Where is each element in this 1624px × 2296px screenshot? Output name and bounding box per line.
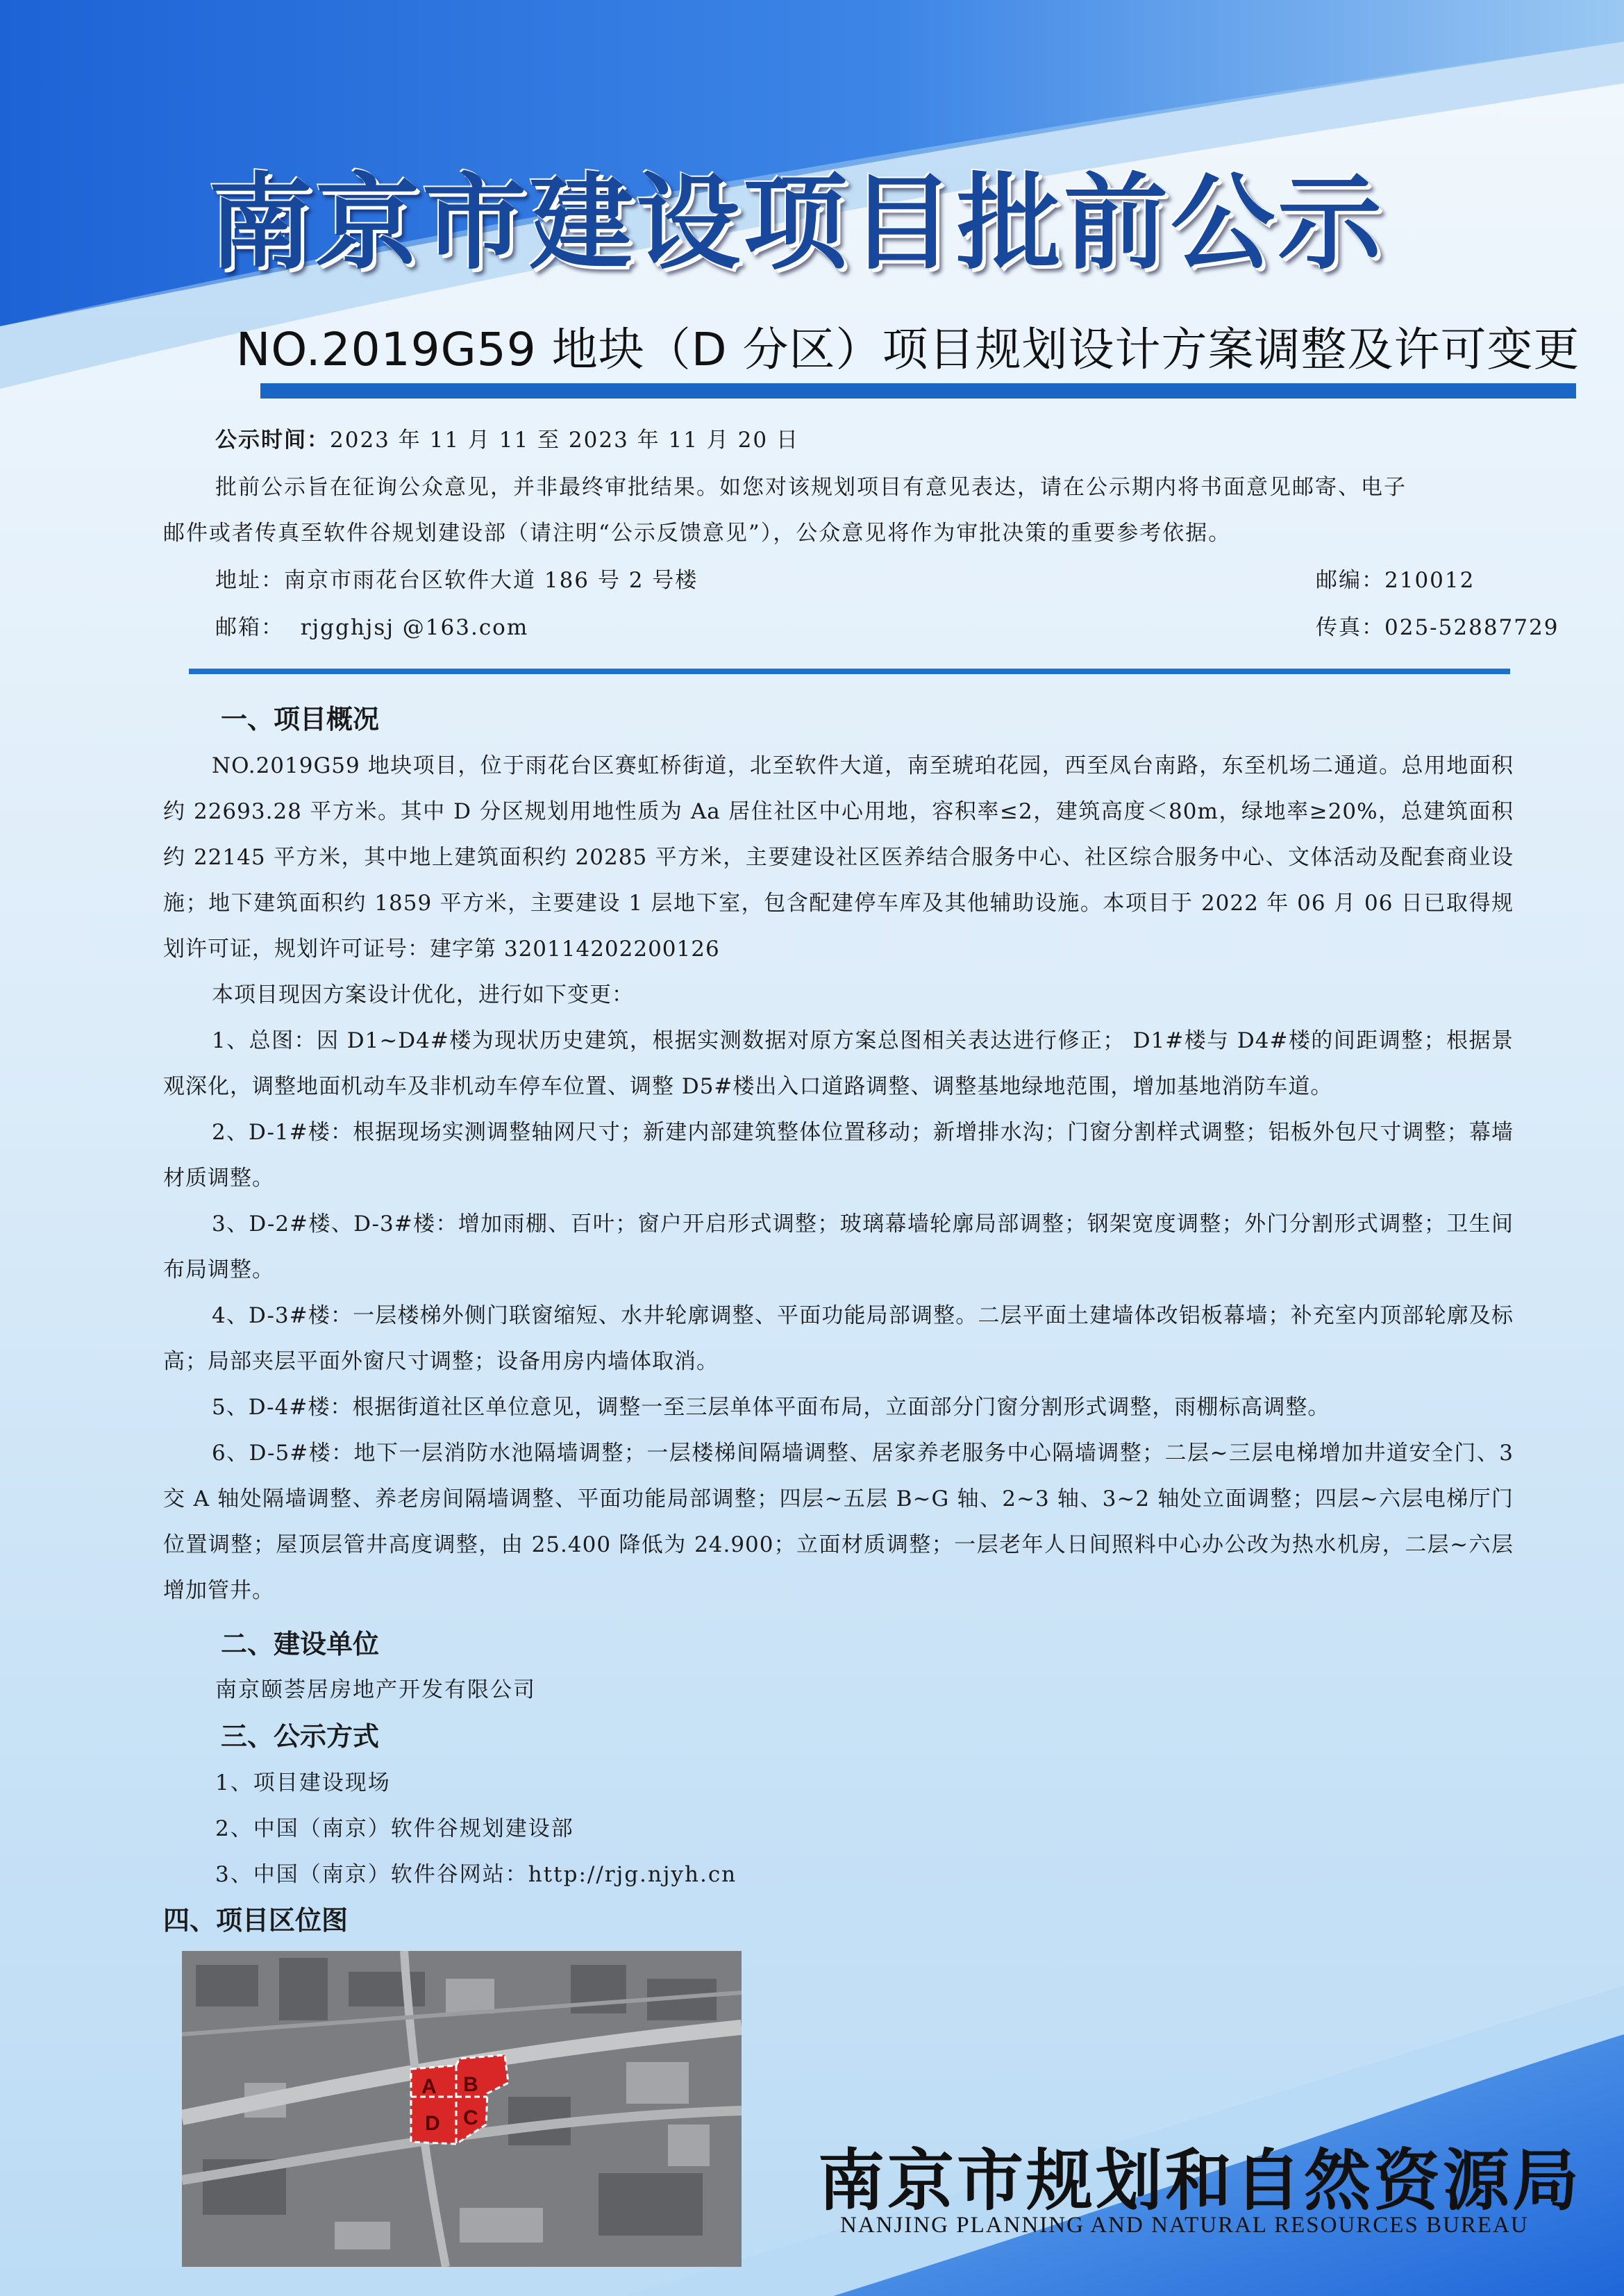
section4-heading: 四、项目区位图	[163, 1905, 349, 1936]
change-item-4: 4、D-3#楼：一层楼梯外侧门联窗缩短、水井轮廓调整、平面功能局部调整。二层平面土建墙体改铝板幕墙；补充室内顶部轮廓及标高；局部夹层平面外窗尺寸调整；设备用房内墙体取消。	[163, 1303, 1514, 1374]
construction-company: 南京颐荟居房地产开发有限公司	[215, 1677, 536, 1702]
notice-postcode: 邮编：210012	[1316, 568, 1475, 593]
period-label: 公示时间：	[215, 428, 330, 453]
page-subtitle: NO.2019G59 地块（D 分区）项目规划设计方案调整及许可变更	[236, 323, 1580, 376]
section-divider	[189, 669, 1510, 674]
subtitle-underline	[260, 383, 1576, 399]
section1-change-intro: 本项目现因方案设计优化，进行如下变更：	[212, 982, 634, 1007]
change-item-6: 6、D-5#楼：地下一层消防水池隔墙调整；一层楼梯间隔墙调整、居家养老服务中心隔墙调整；二层~三层电梯增加井道安全门、3 交 A 轴处隔墙调整、养老房间隔墙调整、平面功能局部调整；四层~五层 B~G 轴、2~3 轴、3~2 轴处立面调整；四层~六层电梯厅门位置调整；屋顶层管井高度调整，由 25.400 降低为 24.900；立面材质调整；一层老年人日间照料中心办公改为热水机房，二层~六层增加管井。	[163, 1441, 1514, 1603]
notice-intro-line2: 邮件或者传真至软件谷规划建设部（请注明“公示反馈意见”），公众意见将作为审批决策的重要参考依据。	[163, 521, 1232, 546]
map-label-d: D	[425, 2112, 440, 2135]
section1-overview-paragraph: NO.2019G59 地块项目，位于雨花台区赛虹桥街道，北至软件大道，南至琥珀花园，西至凤台南路，东至机场二通道。总用地面积约 22693.28 平方米。其中 D 分区规划用地性质为 Aa 居住社区中心用地，容积率≤2，建筑高度＜80m，绿地率≥20%，总建筑面积约 22145 平方米，其中地上建筑面积约 20285 平方米，主要建设社区医养结合服务中心、社区综合服务中心、文体活动及配套商业设施；地下建筑面积约 1859 平方米，主要建设 1 层地下室，包含配建停车库及其他辅助设施。本项目于 2022 年 06 月 06 日已取得规划许可证，规划许可证号：建字第 320114202200126	[163, 753, 1514, 962]
publicity-method-2: 2、中国（南京）软件谷规划建设部	[215, 1816, 574, 1841]
bureau-name-en: NANJING PLANNING AND NATURAL RESOURCES BUREAU	[840, 2213, 1529, 2238]
change-item-2: 2、D-1#楼：根据现场实测调整轴网尺寸；新建内部建筑整体位置移动；新增排水沟；门窗分割样式调整；铝板外包尺寸调整；幕墙材质调整。	[163, 1120, 1514, 1191]
section1-heading: 一、项目概况	[221, 704, 380, 735]
map-label-a: A	[421, 2075, 437, 2098]
page-title: 南京市建设项目批前公示	[208, 163, 1385, 284]
email-value: rjgghjsj @163.com	[300, 615, 529, 640]
change-item-5: 5、D-4#楼：根据街道社区单位意见，调整一至三层单体平面布局，立面部分门窗分割形式调整，雨棚标高调整。	[212, 1395, 1330, 1420]
bureau-name-cn: 南京市规划和自然资源局	[818, 2141, 1582, 2220]
change-item-3: 3、D-2#楼、D-3#楼：增加雨棚、百叶；窗户开启形式调整；玻璃幕墙轮廓局部调整；钢架宽度调整；外门分割形式调整；卫生间布局调整。	[163, 1212, 1514, 1282]
notice-period	[215, 417, 799, 464]
change-item-1: 1、总图：因 D1~D4#楼为现状历史建筑，根据实测数据对原方案总图相关表达进行修正； D1#楼与 D4#楼的间距调整；根据景观深化，调整地面机动车及非机动车停车位置、调整 D5#楼出入口道路调整、调整基地绿地范围，增加基地消防车道。	[163, 1028, 1514, 1099]
publicity-method-1: 1、项目建设现场	[215, 1770, 391, 1795]
notice-address: 地址：南京市雨花台区软件大道 186 号 2 号楼	[215, 568, 698, 593]
location-map	[182, 1951, 742, 2267]
aerial-photo	[182, 1951, 742, 2267]
notice-email	[215, 604, 528, 651]
section3-heading: 三、公示方式	[221, 1721, 380, 1752]
section2-heading: 二、建设单位	[221, 1629, 380, 1659]
period-value: 2023 年 11 月 11 至 2023 年 11 月 20 日	[330, 428, 799, 453]
email-label: 邮箱：	[215, 615, 284, 640]
map-label-c: C	[463, 2106, 478, 2129]
publicity-method-3: 3、中国（南京）软件谷网站：http://rjg.njyh.cn	[215, 1862, 737, 1887]
map-label-b: B	[463, 2073, 478, 2096]
notice-fax: 传真：025-52887729	[1316, 615, 1559, 640]
notice-intro-line1: 批前公示旨在征询公众意见，并非最终审批结果。如您对该规划项目有意见表达，请在公示期内将书面意见邮寄、电子	[215, 475, 1407, 500]
